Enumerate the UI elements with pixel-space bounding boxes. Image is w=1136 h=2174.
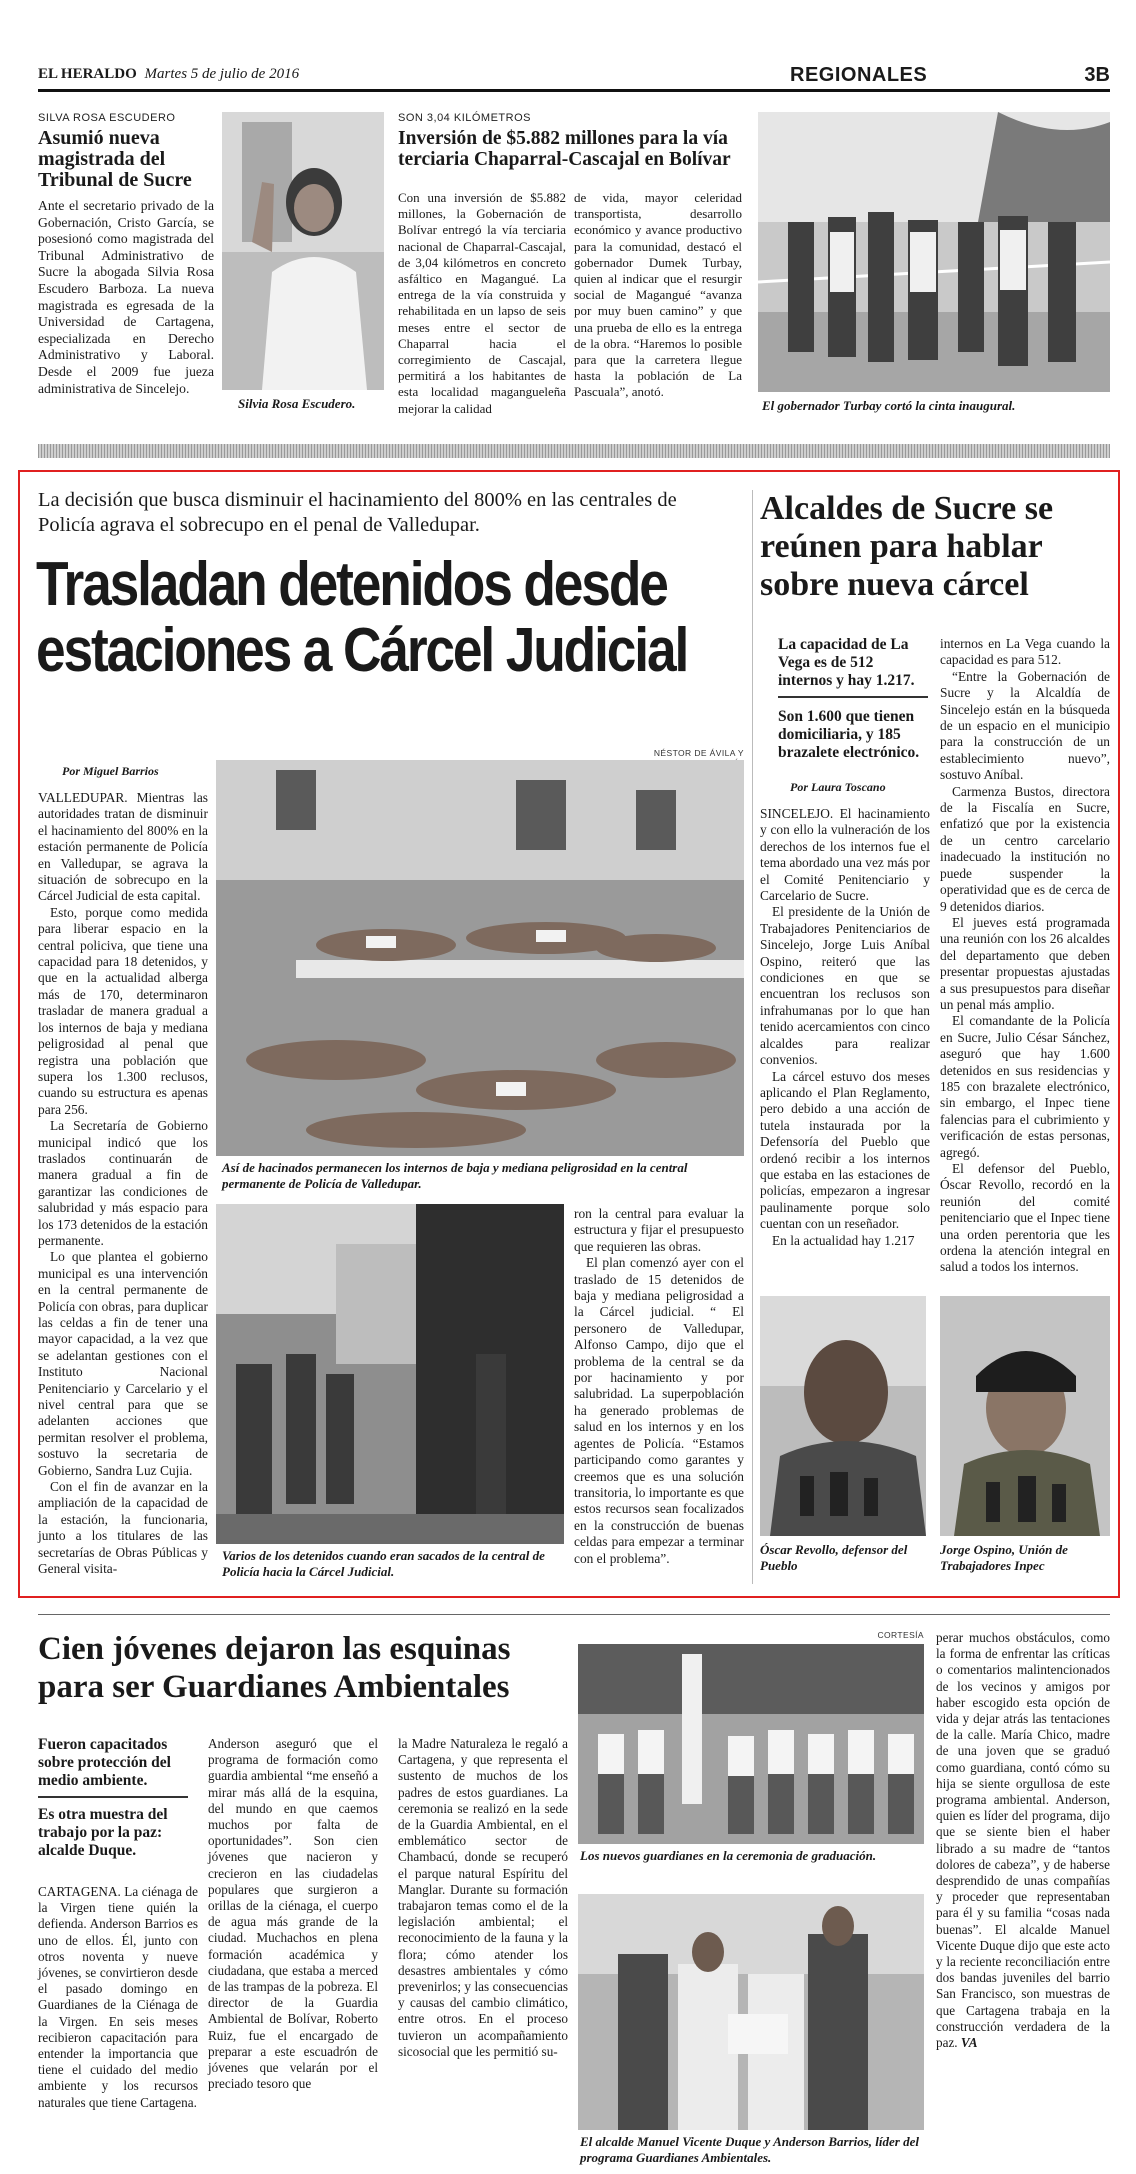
story5-col4-text: perar muchos obstáculos, como la forma de enfrentar las críticas o comentarios malintencionados de los vecinos y amigos por haber escogido esta opción de vida y dejar atrás las tentaciones de la calle. María Chico, madre de una joven que se graduó como guardiana, contó cómo su hija se siente orgullosa de este programa ambiental. Anderson, quien es líder del programa, dijo que se siente bien el haber librado a su madre de “tantos dolores de cabeza”, y de haberse desprendido de unas compañías y proceder que representaban para él y su familia “cosas nada buenas”. El alcalde Manuel Vicente Duque dijo que este acto y la reciente reconciliación entre dos bandas juveniles del barrio San Francisco, son muestras de que Cartagena trabaja en la construcción verdadera de la paz. (936, 1630, 1110, 2051)
story3-col2 (574, 1206, 744, 1567)
story3-caption2: Varios de los detenidos cuando eran sacados de la central de Policía hacia la Cárcel Judicial. (222, 1548, 545, 1579)
story3-byline: Por Miguel Barrios (62, 764, 159, 778)
story3-credit: NÉSTOR DE ÁVILA Y (653, 748, 744, 758)
story3-headline-line1: Trasladan detenidos desde (36, 550, 667, 619)
story2-photo (758, 112, 1110, 392)
story5-photo-graduation (578, 1644, 924, 1844)
story5-summary1: Fueron capacitados sobre protección del medio ambiente. (38, 1736, 188, 1798)
story3-col1-p5: Con el fin de avanzar en la ampliación de la capacidad de la estación, la funcionaria, junto a los titulares de las secretarías de Obras Públicas y General visita- (38, 1479, 208, 1577)
story3-col1-p3: La Secretaría de Gobierno municipal indicó que los traslados continuarán de manera gradual a fin de garantizar las condiciones de salubridad y más espacio para los 173 detenidos de la estación permanente. (38, 1118, 208, 1248)
column-divider (752, 490, 753, 1584)
section-name: REGIONALES (790, 64, 928, 86)
story4-col2-p3: Carmenza Bustos, directora de la Fiscalía en Sucre, enfatizó que por la existencia de un centro carcelario inadecuado la institución no puede suspender la operatividad que es de cerca de 9 detenidos diarios. (940, 783, 1110, 914)
story3-photo-cell (216, 760, 744, 1156)
story4-summary1: La capacidad de La Vega es de 512 internos y hay 1.217. (778, 636, 928, 698)
paper-name: EL HERALDO (38, 66, 137, 82)
story4-col1-p3: La cárcel estuvo dos meses aplicando el Plan Reglamento, pero debido a una acción de tutela instaurada por la Defensoría del Pueblo que ordenó recibir a los internos que estaba en las estaciones de policías, empezaron a ingresar paulinamente porque solo cuentan con un reseñador. (760, 1068, 930, 1232)
story4-col2-p2: “Entre la Gobernación de Sucre y la Alcaldía de Sincelejo están en la búsqueda de un espacio en el municipio para la construcción de un establecimiento nuevo”, sostuvo Aníbal. (940, 668, 1110, 783)
story4-byline: Por Laura Toscano (790, 780, 886, 794)
story5-top-rule (38, 1614, 1110, 1615)
story5-credit: CORTESÍA (877, 1630, 924, 1640)
story5-col4 (936, 1630, 1110, 2051)
story3-headline-line2: estaciones a Cárcel Judicial (36, 616, 688, 685)
story3-caption1: Así de hacinados permanecen los internos de baja y mediana peligrosidad en la central permanente de Policía de Valledupar. (222, 1160, 688, 1191)
story4-col2 (940, 636, 1110, 1276)
story1-photo (222, 112, 384, 390)
story3-photo-transfer (216, 1204, 564, 1544)
separator-band (38, 444, 1110, 458)
story5-caption2: El alcalde Manuel Vicente Duque y Anderson Barrios, líder del programa Guardianes Ambientales. (580, 2134, 919, 2165)
story5-col2: Anderson aseguró que el programa de formación como guardia ambiental “me enseñó a mirar más allá de la esquina, del mundo en que caemos muchos por falta de oportunidades”. Son cien jóvenes que nacieron y crecieron en las ciudadelas populares que surgieron a orillas de la ciénaga, el cuerpo de agua más grande de la ciudad. Muchachos en plena formación académica y ciudadana, que estaba a merced de las trampas de la pobreza. El director de la Guardia Ambiental de Bolívar, Roberto Ruiz, fue el encargado de preparar a este escuadrón de jóvenes que velarán por el preciado tesoro que (208, 1736, 378, 2092)
masthead-left (38, 66, 299, 83)
story4-photo-ospino (940, 1296, 1110, 1536)
story1-body: Ante el secretario privado de la Gobernación, Cristo García, se posesionó como magistrada del Tribunal Administrativo de Sucre la abogada Silvia Rosa Escudero Barboza. La nueva magistrada es egresada de la Universidad de Cartagena, especializada en Derecho Administrativo y Laboral. Desde el 2009 fue jueza administrativa de Sincelejo. (38, 198, 214, 396)
story4-summary2: Son 1.600 que tienen domiciliaria, y 185 brazalete electrónico. (778, 708, 920, 761)
story1-caption: Silvia Rosa Escudero. (238, 396, 356, 411)
story4-caption2: Jorge Ospino, Unión de Trabajadores Inpec (940, 1542, 1068, 1573)
story4-caption1: Óscar Revollo, defensor del Pueblo (760, 1542, 908, 1573)
story3-col1 (38, 790, 208, 1578)
story4-photo-revollo (760, 1296, 926, 1536)
story4-col1-p4: En la actualidad hay 1.217 (772, 1232, 915, 1248)
story5-col3: la Madre Naturaleza le regaló a Cartagena, y que representa el sustento de muchos de los padres de estos guardianes. La ceremonia se realizó en la sede de la Guardia Ambiental, en el emblemático sector de Chambacú, donde se recuperó el parque natural Espíritu del Manglar. Durante su formación trabajaron temas como el de la legislación ambiental; el reconocimiento de la fauna y la flora; cómo atender los desastres ambientales y cómo prevenirlos; y las consecuencias y causas del cambio climático, entre otros. En el proceso tuvieron un acompañamiento sicosocial que les permitió su- (398, 1736, 568, 2059)
story5-caption1: Los nuevos guardianes en la ceremonia de graduación. (580, 1848, 877, 1863)
story2-caption: El gobernador Turbay cortó la cinta inaugural. (762, 398, 1016, 413)
story4-col2-p4: El jueves está programada una reunión con los 26 alcaldes del departamento que deben presentar propuestas ajustadas a sus presupuestos para diseñar un penal más amplio. (940, 914, 1110, 1012)
story5-summary2: Es otra muestra del trabajo por la paz: alcalde Duque. (38, 1806, 168, 1859)
story3-headline (36, 550, 688, 685)
story2-headline: Inversión de $5.882 millones para la vía terciaria Chaparral-Cascajal en Bolívar (398, 128, 731, 170)
story2-col1: Con una inversión de $5.882 millones, la Gobernación de Bolívar entregó la vía terciaria nacional de Chaparral-Cascajal, de 3,04 kilómetros en concreto asfáltico en Magangué. La entrega de la vía construida y rehabilitada en un lapso de seis meses entre el sector de Chaparral hacia el corregimiento de Cascajal, permitirá a los habitantes de esta localidad magangueleña mejorar la calidad (398, 190, 566, 416)
story4-col2-p5: El comandante de la Policía en Sucre, Julio César Sánchez, aseguró que hay 1.600 detenidos en sus residencias y 185 con brazalete electrónico, sin embargo, el Inpec tiene falencias para el cubrimiento y verificación de estas personas, agregó. (940, 1013, 1110, 1160)
story4-col2-p6: El defensor del Pueblo, Óscar Revollo, recordó en la reunión del comité penitenciario que el Inpec tiene una orden perentoria que les ordena la atención integral en salud a todos los internos. (940, 1161, 1110, 1275)
story3-col2-p2: El plan comenzó ayer con el traslado de 15 detenidos de baja y mediana peligrosidad a la Cárcel judicial. “ El personero de Valledupar, Alfonso Campo, dijo que el problema de la central se da por hacinamiento y por salubridad. La superpoblación ha generado problemas de salud en los internos y en los agentes de Policía. “Estamos participando como garantes y creemos que es una solución transitoria, lo importante es que estos recursos sean focalizados en la construcción de buenas celdas para empezar a terminar con el problema”. (574, 1255, 744, 1566)
story2-kicker: SON 3,04 KILÓMETROS (398, 112, 531, 124)
story5-col4-sign: VA (960, 2035, 978, 2051)
story4-col1-p2: El presidente de la Unión de Trabajadores Penitenciarios de Sincelejo, Jorge Luis Aníbal Ospino, reiteró que las condiciones en que se encuentran los reclusos son infrahumanas por lo que han tenido acercamientos con cinco alcaldes para realizar convenios. (760, 904, 930, 1068)
story5-headline: Cien jóvenes dejaron las esquinas para ser Guardianes Ambientales (38, 1631, 511, 1705)
story5-col1: CARTAGENA. La ciénaga de la Virgen tiene quién la defienda. Anderson Barrios es uno de ellos. Él, junto con otros noventa y nueve jóvenes, se convirtieron desde el pasado domingo en Guardianes de la Ciénaga de la Virgen. En seis meses recibieron capacitación para entender la importancia que tiene el cuidado del medio ambiente y los recursos naturales que tiene Cartagena. (38, 1884, 198, 2110)
story1-headline: Asumió nueva magistrada del Tribunal de Sucre (38, 127, 192, 191)
issue-date: Martes 5 de julio de 2016 (144, 66, 300, 82)
story3-col1-p1: VALLEDUPAR. Mientras las autoridades tratan de disminuir el hacinamiento del 800% en la estación permanente de Policía en Valledupar, se agrava la situación de sobrecupo en la Cárcel Judicial de esta capital. (38, 790, 208, 904)
story3-col1-p2: Esto, porque como medida para liberar espacio en la central policiva, que tiene una capacidad para 18 detenidos, y que en la actualidad alberga más de 170, determinaron trasladar de manera gradual a los internos de baja y mediana peligrosidad al penal que registra una población que supera los 1.300 reclusos, cuando su estructura es apenas para 256. (38, 904, 208, 1117)
story4-headline: Alcaldes de Sucre se reúnen para hablar sobre nueva cárcel (760, 490, 1054, 603)
story5-photo-mayor (578, 1894, 924, 2130)
story4-col1-p1: SINCELEJO. El hacinamiento y con ello la vulneración de los derechos de los internos fue el tema abordado una vez más por el Comité Penitenciario y Carcelario de Sucre. (760, 806, 930, 904)
story1-kicker: SILVA ROSA ESCUDERO (38, 112, 176, 124)
story4-col1 (760, 806, 930, 1249)
story3-col1-p4: Lo que plantea el gobierno municipal es una intervención en la central permanente de Policía con obras, para duplicar las celdas a fin de tener una mayor capacidad, a la vez que se adelantan gestiones con el Instituto Nacional Penitenciario y Carcelario y el nivel central para que se adelanten acciones que permitan resolver el problema, sostuvo la secretaria de Gobierno, Sandra Luz Cujia. (38, 1249, 208, 1478)
story2-col2: de vida, mayor celeridad transportista, desarrollo económico y avance productivo para la comunidad, destacó el gobernador Dumek Turbay, quien al indicar que el resurgir social de Magangué “avanza por muy buen camino” y que una prueba de ello es la entrega de la obra. “Haremos lo posible para que la carretera llegue hasta la población de La Pascuala”, anotó. (574, 190, 742, 400)
story3-col2-p1: ron la central para evaluar la estructura y fijar el presupuesto que requieren las obras. (574, 1206, 744, 1254)
page-number: 3B (1084, 64, 1110, 86)
masthead (38, 62, 1110, 92)
story4-col2-p1: internos en La Vega cuando la capacidad es para 512. (940, 636, 1110, 668)
story3-deck: La decisión que busca disminuir el hacinamiento del 800% en las centrales de Policía agrava el sobrecupo en el penal de Valledupar. (38, 489, 677, 536)
